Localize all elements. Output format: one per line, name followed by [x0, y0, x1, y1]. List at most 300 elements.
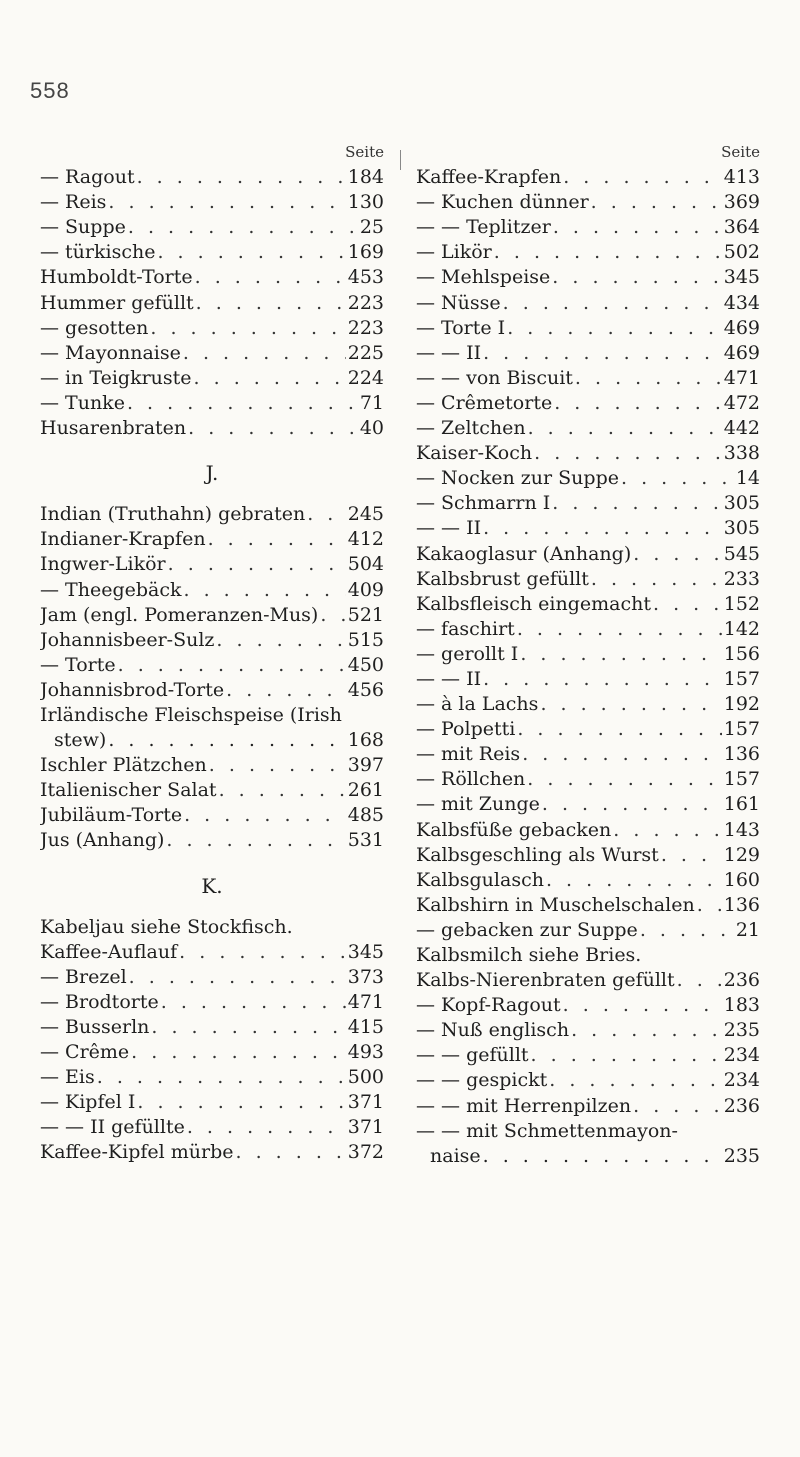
- entry-text: Kaffee-Kipfel mürbe: [40, 1141, 234, 1164]
- entry-text: Jam (engl. Pomeranzen-Mus): [40, 603, 319, 626]
- entry-page: 236: [723, 1094, 760, 1117]
- entry-text: — türkische: [40, 241, 156, 264]
- entry-text: — Reis: [40, 191, 107, 214]
- entry-text: stew): [54, 729, 107, 752]
- entry-text: Indianer-Krapfen: [40, 528, 206, 551]
- entry-page: 469: [723, 341, 760, 364]
- entry-page: 130: [347, 191, 384, 214]
- entry-page: 502: [723, 241, 760, 264]
- entry-text: — gesotten: [40, 316, 149, 339]
- entry-page: 369: [723, 191, 760, 214]
- entry-page: 129: [723, 843, 760, 866]
- leader-dots: [127, 391, 358, 416]
- entry-text: — Busserln: [40, 1016, 150, 1038]
- entry-text: — Torte: [40, 653, 116, 676]
- entry-page: 224: [347, 366, 384, 389]
- index-entry: [40, 1140, 384, 1165]
- entry-page: 373: [347, 965, 384, 988]
- entry-page: 531: [347, 829, 384, 852]
- entry-page: 453: [347, 266, 384, 289]
- index-entry: [416, 818, 760, 843]
- index-entry: [40, 190, 384, 215]
- entry-text: — Crêmetorte: [416, 391, 553, 414]
- leader-dots: [542, 792, 722, 817]
- leader-dots: [575, 366, 722, 391]
- index-entry: Kalbsmilch siehe Bries.: [416, 944, 642, 966]
- index-entry: [40, 502, 384, 527]
- entry-page: 469: [723, 316, 760, 339]
- entry-page: 500: [347, 1066, 384, 1089]
- index-entry: — — mit Schmettenmayon-: [416, 1119, 678, 1142]
- leader-dots: [216, 628, 345, 653]
- entry-page: 485: [347, 804, 384, 827]
- entry-page: 415: [347, 1016, 384, 1038]
- entry-text: Italienischer Salat: [40, 779, 217, 802]
- leader-dots: [219, 778, 346, 803]
- entry-page: 261: [347, 779, 384, 802]
- entry-text: Kaiser-Koch: [416, 442, 533, 465]
- leader-dots: [97, 1065, 346, 1090]
- index-entry: [40, 215, 384, 240]
- entry-text: Kalbsfleisch eingemacht: [416, 592, 651, 615]
- index-entry: [416, 416, 760, 441]
- leader-dots: [549, 1068, 721, 1093]
- leader-dots: [621, 466, 734, 491]
- leader-dots: [494, 240, 722, 265]
- leader-dots: [187, 1115, 346, 1140]
- index-entry: [40, 578, 384, 603]
- entry-page: 143: [723, 818, 760, 841]
- leader-dots: [188, 416, 358, 441]
- entry-page: 157: [723, 718, 760, 741]
- leader-dots: [108, 190, 345, 215]
- entry-page: 160: [723, 868, 760, 891]
- index-entry: [416, 491, 760, 516]
- index-entry: [416, 968, 760, 993]
- index-entry: [416, 165, 760, 190]
- index-column-left: [40, 140, 384, 1166]
- entry-page: 345: [347, 940, 384, 963]
- index-entry: [416, 441, 760, 466]
- leader-dots: [129, 965, 346, 990]
- leader-dots: [546, 868, 722, 893]
- leader-dots: [552, 265, 721, 290]
- entry-page: 183: [723, 994, 760, 1017]
- index-entry: [40, 603, 384, 628]
- leader-dots: [527, 767, 721, 792]
- column-divider: [400, 150, 401, 170]
- index-entry: [416, 341, 760, 366]
- entry-text: naise: [430, 1144, 481, 1167]
- entry-text: Kaffee-Krapfen: [416, 166, 562, 189]
- index-entry: [416, 692, 760, 717]
- index-entry: [416, 1018, 760, 1043]
- leader-dots: [196, 291, 346, 316]
- entry-text: Kalbsgulasch: [416, 868, 544, 891]
- leader-dots: [640, 918, 734, 943]
- entry-page: 397: [347, 754, 384, 777]
- entry-group: [40, 502, 384, 703]
- entry-text: — Ragout: [40, 166, 135, 189]
- leader-dots: [517, 617, 722, 642]
- index-entry: [40, 552, 384, 577]
- entry-group: [40, 165, 384, 441]
- entry-page: 235: [723, 1019, 760, 1042]
- entry-text: Kakaoglasur (Anhang): [416, 542, 632, 565]
- index-entry: [40, 1040, 384, 1065]
- index-entry: [416, 291, 760, 316]
- leader-dots: [503, 291, 722, 316]
- index-entry: [40, 291, 384, 316]
- index-entry: [416, 667, 760, 692]
- entry-text: — gerollt I: [416, 642, 519, 665]
- index-entry: [416, 843, 760, 868]
- entry-text: — Torte I: [416, 316, 506, 339]
- index-entry: [40, 990, 384, 1015]
- entry-page: 25: [359, 216, 384, 239]
- index-entry-continuation: [40, 728, 384, 753]
- leader-dots: [613, 818, 721, 843]
- entry-text: — Nuß englisch: [416, 1019, 570, 1042]
- entry-text: Kaffee-Auflauf: [40, 940, 178, 963]
- entry-page: 157: [723, 667, 760, 690]
- index-entry: [40, 965, 384, 990]
- entry-text: — Eis: [40, 1066, 95, 1089]
- index-entry: [40, 628, 384, 653]
- leader-dots: [195, 265, 346, 290]
- entry-page: 450: [347, 653, 384, 676]
- entry-text: Hummer gefüllt: [40, 291, 194, 314]
- leader-dots: [591, 190, 722, 215]
- entry-page: 413: [723, 166, 760, 189]
- index-entry: [40, 391, 384, 416]
- index-entry: [416, 190, 760, 215]
- entry-page: 184: [347, 166, 384, 189]
- leader-dots: [166, 828, 345, 853]
- entry-text: Kalbs-Nierenbraten gefüllt: [416, 969, 675, 992]
- entry-page: 234: [723, 1069, 760, 1092]
- entry-text: Kalbsfüße gebacken: [416, 818, 612, 841]
- entry-page: 515: [347, 628, 384, 651]
- leader-dots: [563, 993, 722, 1018]
- leader-dots: [697, 893, 722, 918]
- entry-page: 161: [723, 793, 760, 816]
- index-entry: [416, 592, 760, 617]
- leader-dots: [128, 215, 358, 240]
- entry-page: 142: [723, 617, 760, 640]
- leader-dots: [522, 742, 722, 767]
- entry-page: 71: [359, 391, 384, 414]
- leader-dots: [483, 516, 722, 541]
- page-number: 558: [30, 78, 70, 103]
- leader-dots: [184, 803, 346, 828]
- index-entry: [416, 742, 760, 767]
- leader-dots: [661, 843, 722, 868]
- entry-text: Kalbsbrust gefüllt: [416, 567, 589, 590]
- entry-text: — — gefüllt: [416, 1044, 529, 1067]
- index-entry: Irländische Fleischspeise (Irish: [40, 703, 342, 726]
- entry-page: 223: [347, 316, 384, 339]
- index-entry: [416, 918, 760, 943]
- entry-text: — mit Reis: [416, 743, 521, 766]
- entry-page: 305: [723, 492, 760, 515]
- entry-text: — — II gefüllte: [40, 1116, 185, 1139]
- entry-group: [416, 165, 760, 943]
- index-entry: [40, 653, 384, 678]
- entry-page: 412: [347, 528, 384, 551]
- entry-page: 156: [723, 642, 760, 665]
- entry-page: 434: [723, 291, 760, 314]
- index-entry: [40, 416, 384, 441]
- entry-page: 234: [723, 1044, 760, 1067]
- leader-dots: [184, 578, 346, 603]
- entry-text: — — II: [416, 517, 482, 540]
- leader-dots: [137, 1090, 345, 1115]
- entry-text: — faschirt: [416, 617, 515, 640]
- entry-page: 152: [723, 592, 760, 615]
- index-entry: [416, 240, 760, 265]
- leader-dots: [563, 165, 722, 190]
- leader-dots: [179, 940, 346, 965]
- entry-page: 345: [723, 266, 760, 289]
- index-column-right: [416, 140, 760, 1169]
- entry-page: 338: [723, 442, 760, 465]
- entry-page: 521: [347, 603, 384, 626]
- index-entry: [40, 1090, 384, 1115]
- leader-dots: [552, 491, 722, 516]
- index-entry: [416, 1068, 760, 1093]
- entry-group: [40, 753, 384, 853]
- index-entry: [40, 240, 384, 265]
- index-entry: [416, 466, 760, 491]
- leader-dots: [483, 341, 722, 366]
- index-entry: [40, 678, 384, 703]
- leader-dots: [531, 1043, 722, 1068]
- entry-text: — Crême: [40, 1041, 130, 1064]
- leader-dots: [554, 391, 722, 416]
- index-entry: [416, 316, 760, 341]
- leader-dots: [520, 642, 721, 667]
- entry-page: 225: [347, 341, 384, 364]
- entry-text: — in Teigkruste: [40, 366, 192, 389]
- leader-dots: [540, 692, 721, 717]
- leader-dots: [320, 603, 345, 628]
- entry-text: — Nocken zur Suppe: [416, 467, 619, 490]
- entry-text: Ingwer-Likör: [40, 553, 166, 576]
- entry-page: 456: [347, 678, 384, 701]
- index-entry: [40, 527, 384, 552]
- index-entry: Kabeljau siehe Stockfisch.: [40, 915, 293, 938]
- entry-page: 372: [347, 1141, 384, 1164]
- index-entry: [416, 215, 760, 240]
- entry-text: — Brodtorte: [40, 990, 159, 1013]
- entry-text: — Tunke: [40, 391, 125, 414]
- leader-dots: [677, 968, 722, 993]
- entry-page: 472: [723, 391, 760, 414]
- entry-text: Kalbsgeschling als Wurst: [416, 843, 659, 866]
- entry-text: — — gespickt: [416, 1069, 548, 1092]
- leader-dots: [131, 1040, 346, 1065]
- entry-page: 223: [347, 291, 384, 314]
- entry-text: Indian (Truthahn) gebraten: [40, 503, 306, 526]
- entry-text: — — Teplitzer: [416, 216, 551, 239]
- index-entry: [40, 828, 384, 853]
- entry-text: — Likör: [416, 241, 492, 264]
- entry-text: Humboldt-Torte: [40, 266, 193, 289]
- entry-page: 136: [723, 893, 760, 916]
- entry-page: 471: [723, 366, 760, 389]
- leader-dots: [307, 502, 346, 527]
- entry-page: 157: [723, 768, 760, 791]
- entry-text: — Mehlspeise: [416, 266, 551, 289]
- entry-page: 305: [723, 517, 760, 540]
- entry-page: 545: [723, 542, 760, 565]
- entry-text: — mit Zunge: [416, 793, 540, 816]
- entry-text: — Theegebäck: [40, 578, 182, 601]
- entry-page: 40: [359, 417, 384, 440]
- leader-dots: [183, 341, 346, 366]
- index-entry: [416, 542, 760, 567]
- entry-page: 364: [723, 216, 760, 239]
- entry-text: — — von Biscuit: [416, 366, 573, 389]
- entry-text: — Polpetti: [416, 718, 516, 741]
- entry-page: 136: [723, 743, 760, 766]
- entry-page: 192: [723, 693, 760, 716]
- leader-dots: [236, 1140, 346, 1165]
- entry-text: Johannisbeer-Sulz: [40, 628, 215, 651]
- entry-text: — Röllchen: [416, 768, 526, 791]
- index-entry: [40, 366, 384, 391]
- index-entry: [40, 341, 384, 366]
- leader-dots: [483, 667, 722, 692]
- index-entry: [416, 1094, 760, 1119]
- index-entry: [416, 868, 760, 893]
- leader-dots: [118, 653, 346, 678]
- index-entry: [416, 642, 760, 667]
- entry-text: — — II: [416, 667, 482, 690]
- index-entry: [40, 803, 384, 828]
- leader-dots: [483, 1144, 722, 1169]
- entry-text: Johannisbrod-Torte: [40, 678, 225, 701]
- entry-text: — Kipfel I: [40, 1091, 136, 1114]
- index-entry: [40, 753, 384, 778]
- entry-text: Jus (Anhang): [40, 829, 165, 852]
- index-entry: [40, 316, 384, 341]
- entry-page: 409: [347, 578, 384, 601]
- section-letter: K.: [201, 873, 223, 898]
- index-entry: [416, 516, 760, 541]
- entry-page: 236: [723, 969, 760, 992]
- entry-text: — Kuchen dünner: [416, 191, 589, 214]
- entry-text: — Brezel: [40, 965, 127, 988]
- index-entry: [416, 1043, 760, 1068]
- entry-text: Husarenbraten: [40, 417, 187, 440]
- index-entry: [416, 893, 760, 918]
- leader-dots: [151, 1015, 345, 1040]
- entry-page: 169: [347, 241, 384, 264]
- entry-text: — — mit Herrenpilzen: [416, 1094, 632, 1117]
- entry-page: 168: [347, 729, 384, 752]
- index-entry: [416, 265, 760, 290]
- index-entry: [416, 567, 760, 592]
- entry-page: 504: [347, 553, 384, 576]
- entry-group: [416, 968, 760, 1119]
- leader-dots: [161, 990, 346, 1015]
- entry-page: 233: [723, 567, 760, 590]
- index-entry: [416, 366, 760, 391]
- leader-dots: [209, 753, 346, 778]
- index-entry: [40, 1015, 384, 1040]
- index-entry: [40, 1065, 384, 1090]
- index-entry: [416, 792, 760, 817]
- column-header: Seite: [721, 143, 760, 161]
- leader-dots: [534, 441, 722, 466]
- index-entry: [416, 993, 760, 1018]
- leader-dots: [507, 316, 722, 341]
- entry-page: 442: [723, 417, 760, 440]
- entry-page: 245: [347, 503, 384, 526]
- index-entry: [416, 391, 760, 416]
- leader-dots: [528, 416, 722, 441]
- column-header: Seite: [345, 143, 384, 161]
- leader-dots: [226, 678, 346, 703]
- leader-dots: [517, 717, 721, 742]
- entry-text: — — II: [416, 341, 482, 364]
- entry-text: — à la Lachs: [416, 693, 539, 716]
- entry-text: — Mayonnaise: [40, 341, 181, 364]
- index-entry: [40, 165, 384, 190]
- leader-dots: [150, 316, 345, 341]
- entry-page: 21: [735, 918, 760, 941]
- index-entry: [40, 940, 384, 965]
- leader-dots: [208, 527, 346, 552]
- entry-text: — Nüsse: [416, 291, 501, 314]
- leader-dots: [108, 728, 345, 753]
- entry-text: Jubiläum-Torte: [40, 804, 183, 827]
- entry-text: — Schmarrn I: [416, 492, 551, 515]
- entry-text: Kalbshirn in Muschelschalen: [416, 893, 695, 916]
- section-letter: J.: [205, 461, 219, 486]
- index-entry: [416, 717, 760, 742]
- entry-page: 235: [723, 1144, 760, 1167]
- entry-page: 14: [735, 467, 760, 490]
- entry-text: Ischler Plätzchen: [40, 754, 207, 777]
- index-entry: [40, 1115, 384, 1140]
- index-entry: [40, 265, 384, 290]
- entry-text: — gebacken zur Suppe: [416, 918, 638, 941]
- leader-dots: [194, 366, 346, 391]
- entry-page: 371: [347, 1091, 384, 1114]
- entry-page: 493: [347, 1041, 384, 1064]
- leader-dots: [633, 542, 722, 567]
- entry-text: — Zeltchen: [416, 417, 526, 440]
- leader-dots: [633, 1094, 722, 1119]
- index-entry: [416, 767, 760, 792]
- leader-dots: [137, 165, 346, 190]
- leader-dots: [553, 215, 722, 240]
- index-entry: [416, 617, 760, 642]
- index-entry: [40, 778, 384, 803]
- leader-dots: [653, 592, 722, 617]
- entry-text: — Suppe: [40, 216, 126, 239]
- entry-group: [40, 940, 384, 1166]
- leader-dots: [571, 1018, 722, 1043]
- leader-dots: [591, 567, 722, 592]
- leader-dots: [157, 240, 345, 265]
- entry-page: 471: [347, 990, 384, 1013]
- entry-text: — Kopf-Ragout: [416, 994, 561, 1017]
- index-entry-continuation: [416, 1144, 760, 1169]
